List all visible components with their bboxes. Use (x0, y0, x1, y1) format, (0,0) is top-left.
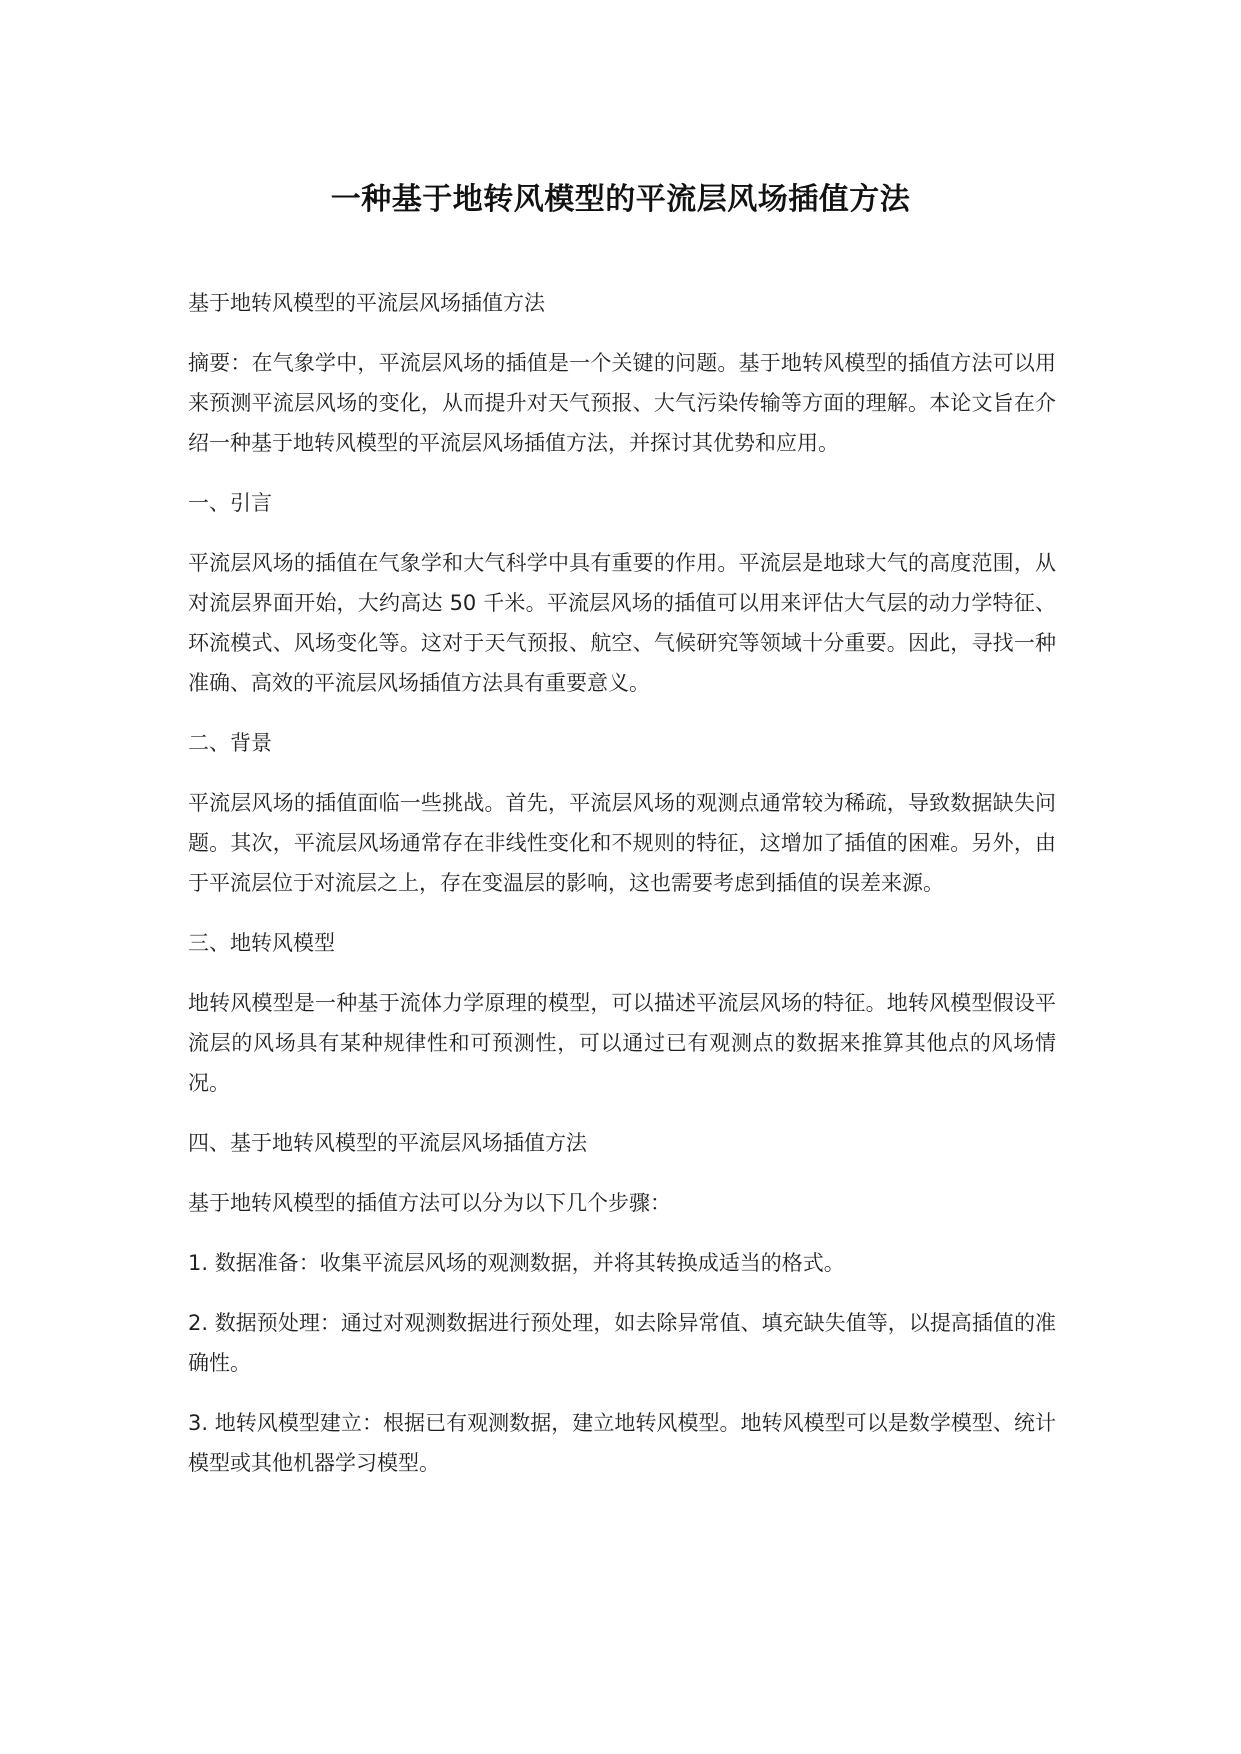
section-heading-method: 四、基于地转风模型的平流层风场插值方法 (188, 1131, 587, 1155)
document-subtitle: 基于地转风模型的平流层风场插值方法 (188, 291, 545, 315)
section-body-method: 基于地转风模型的插值方法可以分为以下几个步骤： (188, 1191, 671, 1215)
document-title: 一种基于地转风模型的平流层风场插值方法 (330, 182, 911, 217)
section-body-background: 平流层风场的插值面临一些挑战。首先，平流层风场的观测点通常较为稀疏，导致数据缺失问题。其次，平流层风场通常存在非线性变化和不规则的特征，这增加了插值的困难。另外，由于平流层位于对流层之上，存在变温层的影响，这也需要考虑到插值的误差来源。 (188, 791, 1056, 895)
section-heading-introduction: 一、引言 (188, 491, 272, 515)
section-heading-background: 二、背景 (188, 731, 272, 755)
section-heading-geostrophic-model: 三、地转风模型 (188, 931, 335, 955)
step-item: 3. 地转风模型建立：根据已有观测数据，建立地转风模型。地转风模型可以是数学模型、统计模型或其他机器学习模型。 (188, 1411, 1056, 1475)
step-item: 2. 数据预处理：通过对观测数据进行预处理，如去除异常值、填充缺失值等，以提高插值的准确性。 (188, 1311, 1056, 1375)
section-body-introduction: 平流层风场的插值在气象学和大气科学中具有重要的作用。平流层是地球大气的高度范围，从对流层界面开始，大约高达 50 千米。平流层风场的插值可以用来评估大气层的动力学特征、环流模式、风场变化等。这对于天气预报、航空、气候研究等领域十分重要。因此，寻找一种准确、高效的平流层风场插值方法具有重要意义。 (188, 551, 1056, 695)
document-body (188, 283, 1056, 1503)
step-item: 1. 数据准备：收集平流层风场的观测数据，并将其转换成适当的格式。 (188, 1251, 845, 1275)
abstract-paragraph: 摘要：在气象学中，平流层风场的插值是一个关键的问题。基于地转风模型的插值方法可以用来预测平流层风场的变化，从而提升对天气预报、大气污染传输等方面的理解。本论文旨在介绍一种基于地转风模型的平流层风场插值方法，并探讨其优势和应用。 (188, 351, 1056, 455)
section-body-geostrophic-model: 地转风模型是一种基于流体力学原理的模型，可以描述平流层风场的特征。地转风模型假设平流层的风场具有某种规律性和可预测性，可以通过已有观测点的数据来推算其他点的风场情况。 (188, 991, 1056, 1095)
